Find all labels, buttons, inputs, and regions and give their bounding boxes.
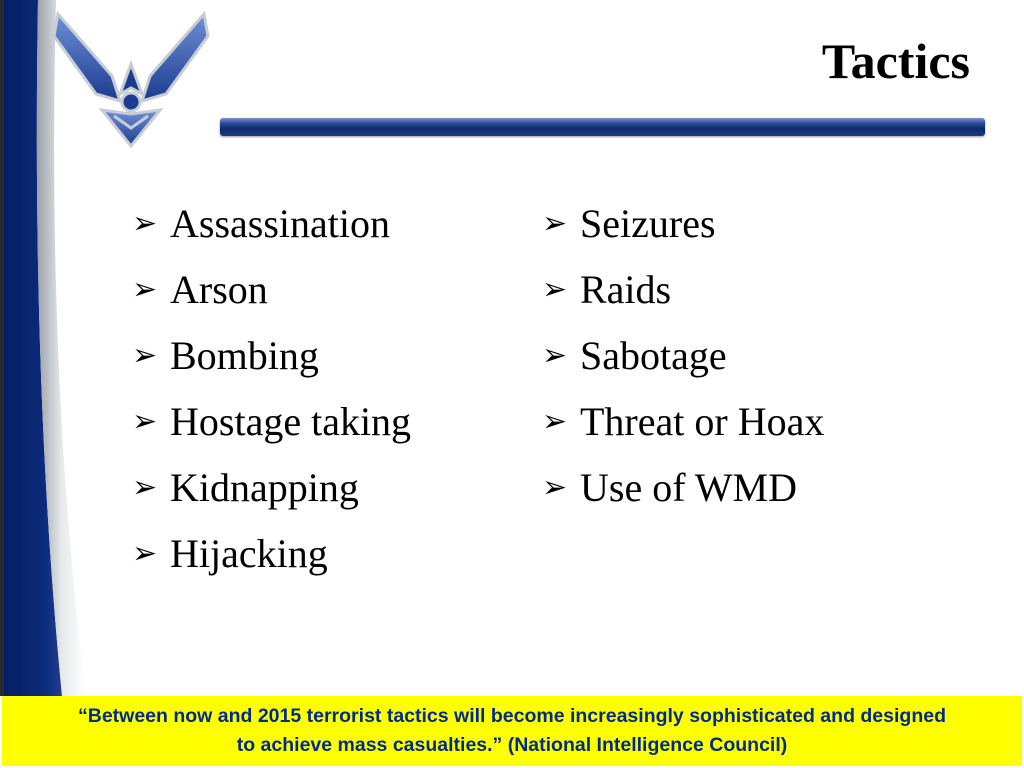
list-item-label: Hijacking (170, 530, 328, 576)
list-item (542, 388, 824, 454)
tactics-list-left (132, 190, 411, 586)
list-item-label: Arson (170, 266, 268, 312)
quote-line-1: “Between now and 2015 terrorist tactics will become increasingly sophisticated and designed (77, 705, 946, 727)
list-item (132, 454, 411, 520)
arrow-bullet-icon: ➢ (542, 205, 568, 241)
title-underline-bar (220, 118, 985, 136)
arrow-bullet-icon: ➢ (132, 403, 158, 439)
quote-text (78, 702, 946, 760)
list-item (132, 322, 411, 388)
arrow-bullet-icon: ➢ (132, 469, 158, 505)
list-item-label: Raids (580, 266, 672, 312)
list-item (542, 322, 824, 388)
quote-line-2: to achieve mass casualties.” (National Intelligence Council) (236, 734, 788, 756)
arrow-bullet-icon: ➢ (132, 535, 158, 571)
arrow-bullet-icon: ➢ (542, 271, 568, 307)
list-item-label: Assassination (170, 200, 390, 246)
list-item (132, 190, 411, 256)
list-item-label: Seizures (580, 200, 716, 246)
arrow-bullet-icon: ➢ (132, 205, 158, 241)
arrow-bullet-icon: ➢ (542, 337, 568, 373)
arrow-bullet-icon: ➢ (132, 337, 158, 373)
arrow-bullet-icon: ➢ (542, 403, 568, 439)
quote-callout (2, 696, 1022, 766)
list-item-label: Bombing (170, 332, 319, 378)
arrow-bullet-icon: ➢ (542, 469, 568, 505)
list-item (132, 388, 411, 454)
arrow-bullet-icon: ➢ (132, 271, 158, 307)
tactics-list-right (542, 190, 824, 520)
list-item-label: Hostage taking (170, 398, 412, 444)
list-item-label: Threat or Hoax (580, 398, 825, 444)
list-item (542, 190, 824, 256)
list-item-label: Sabotage (580, 332, 727, 378)
air-force-wings-icon (52, 6, 210, 154)
list-item (542, 454, 824, 520)
list-item-label: Use of WMD (580, 464, 798, 510)
list-item-label: Kidnapping (170, 464, 359, 510)
list-item (542, 256, 824, 322)
list-item (132, 520, 411, 586)
list-item (132, 256, 411, 322)
slide-title: Tactics (821, 33, 970, 89)
